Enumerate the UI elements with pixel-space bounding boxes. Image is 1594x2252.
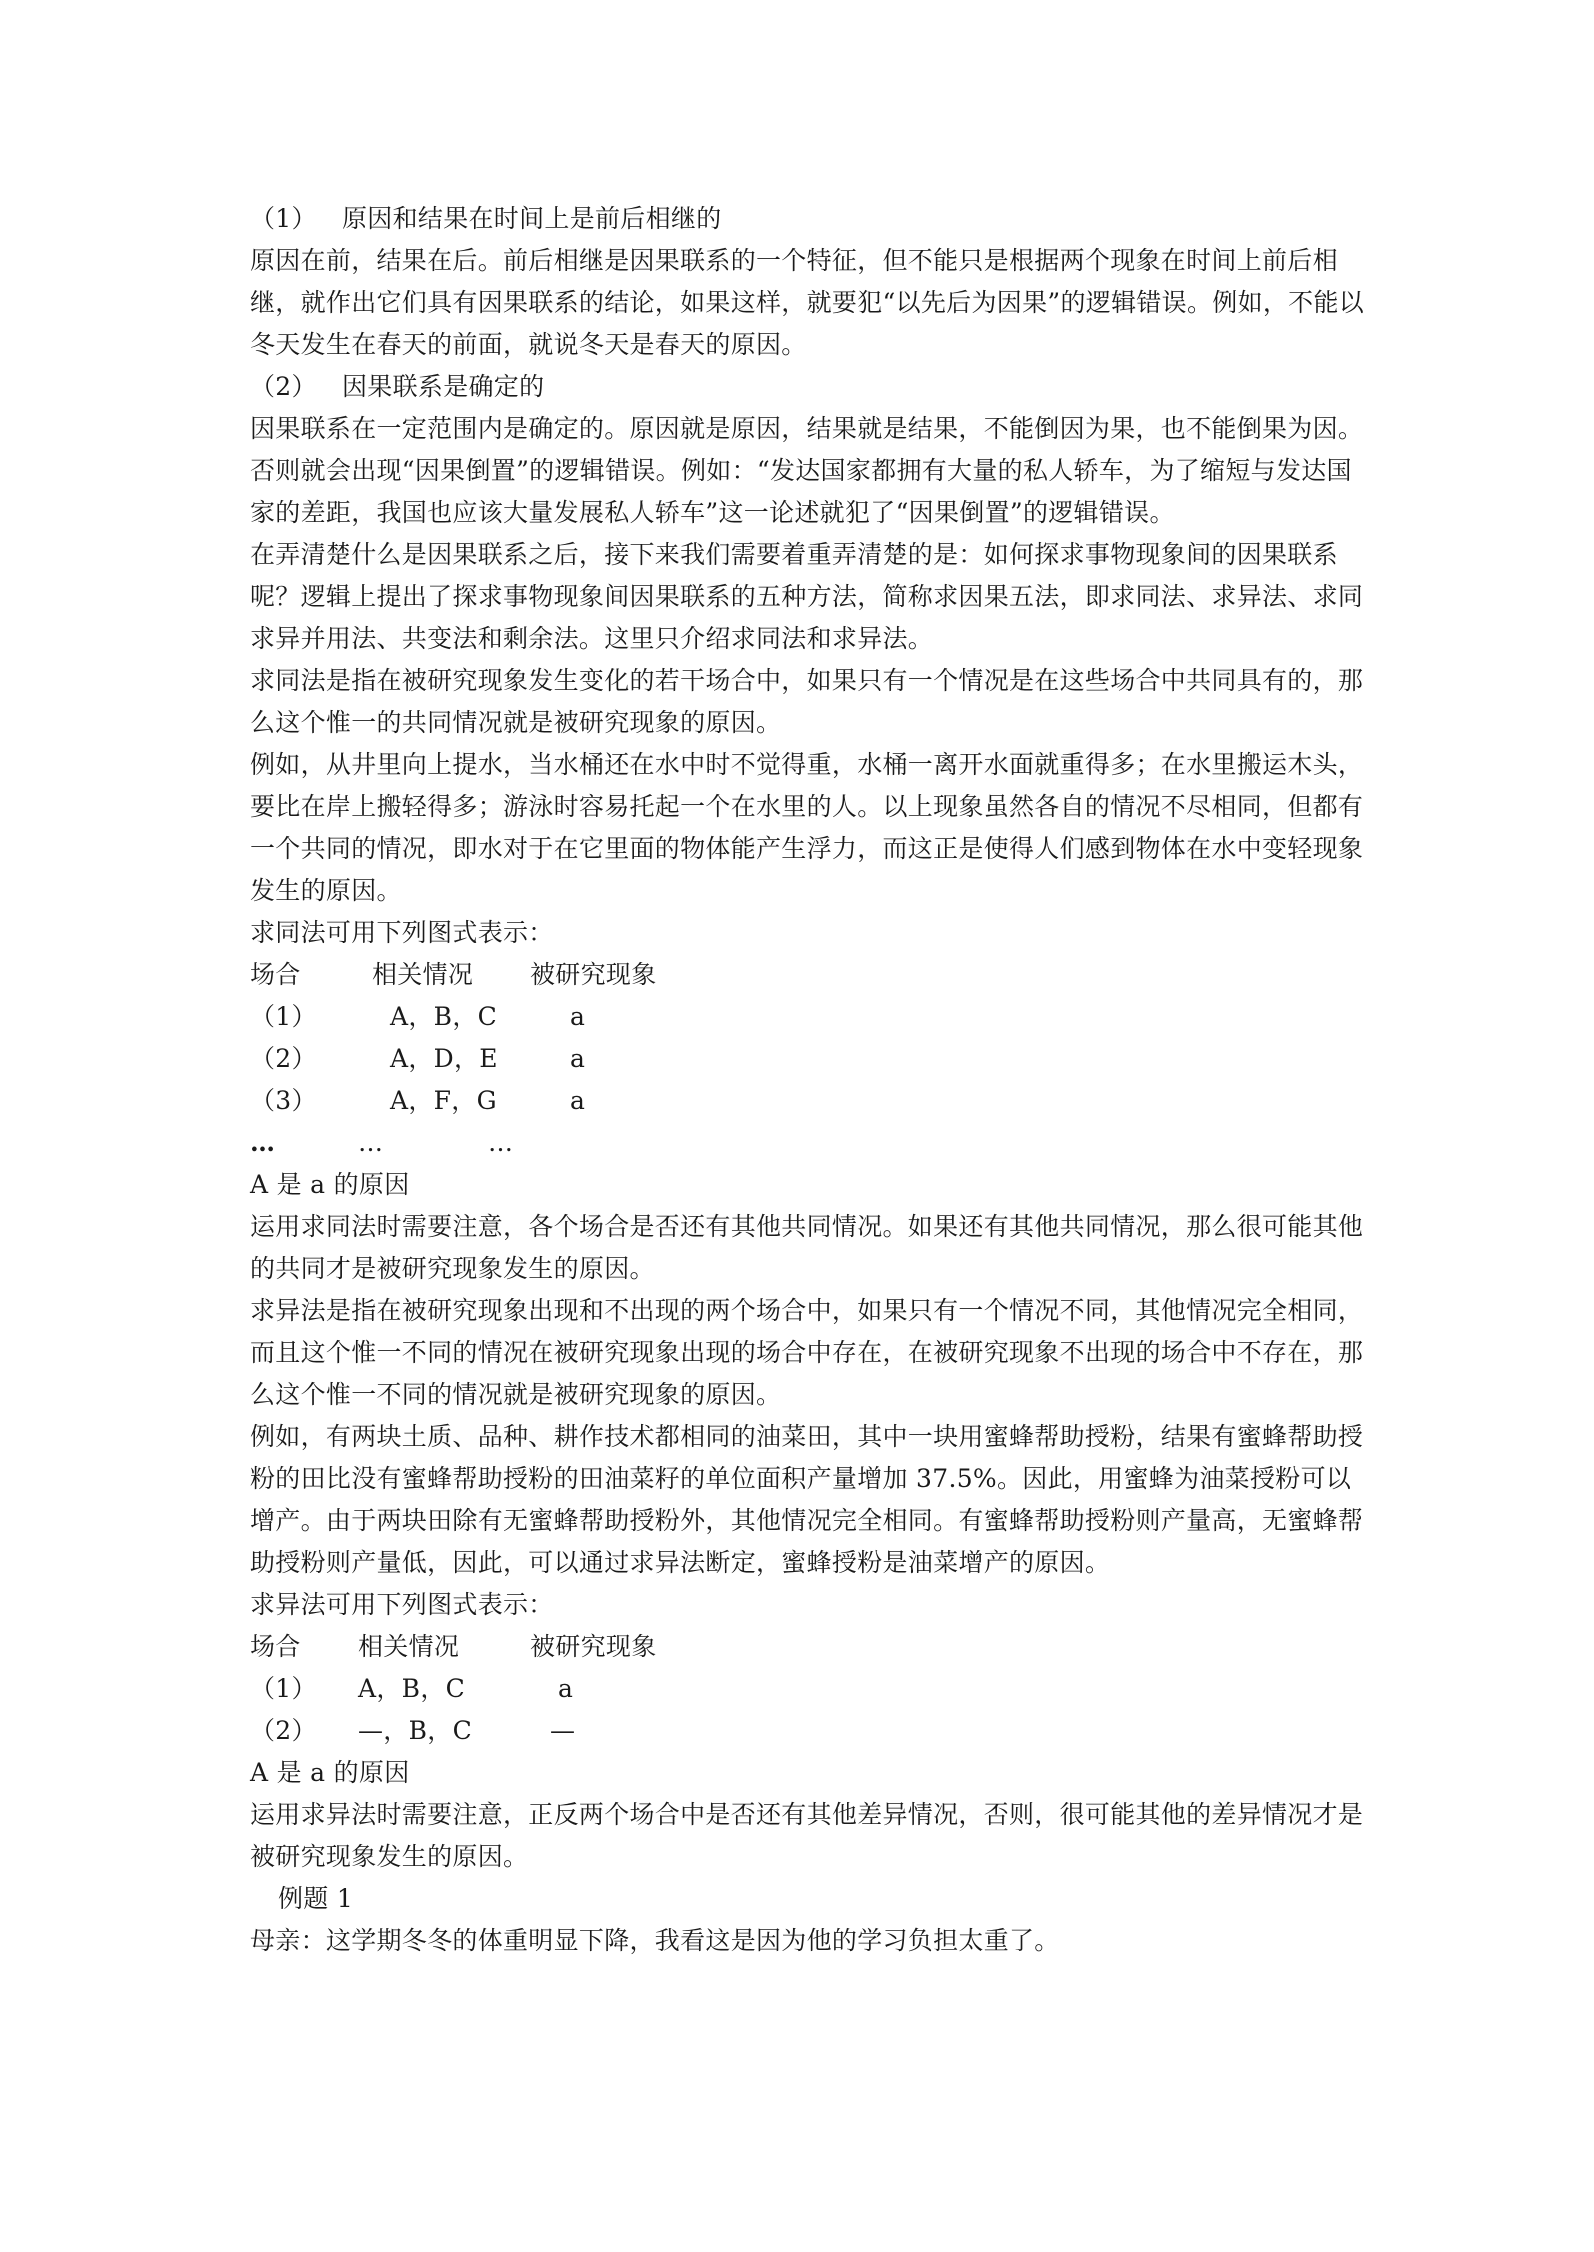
heading-text: 原因和结果在时间上是前后相继的 bbox=[342, 204, 722, 233]
agreement-method-schema bbox=[250, 954, 1365, 1164]
circumstances-cell: A，B，C bbox=[358, 1674, 466, 1703]
paragraph: 母亲：这学期冬冬的体重明显下降，我看这是因为他的学习负担太重了。 bbox=[250, 1926, 1060, 1955]
circumstances-cell: A，F，G bbox=[390, 1086, 497, 1115]
column-header-occasion: 场合 bbox=[250, 1632, 301, 1661]
paragraph: A 是 a 的原因 bbox=[250, 1170, 410, 1199]
column-header-circumstances: 相关情况 bbox=[372, 960, 474, 989]
occasion-cell: … bbox=[250, 1128, 276, 1157]
heading-2 bbox=[250, 366, 1365, 408]
column-header-circumstances: 相关情况 bbox=[358, 1632, 460, 1661]
paragraph: 例如，有两块土质、品种、耕作技术都相同的油菜田，其中一块用蜜蜂帮助授粉，结果有蜜蜂帮助授粉的田比没有蜜蜂帮助授粉的田油菜籽的单位面积产量增加 37.5%。因此，用蜜蜂为油菜授粉可以增产。由于两块田除有无蜜蜂帮助授粉外，其他情况完全相同。有蜜蜂帮助授粉则产量高，无蜜蜂帮助授粉则产量低，因此，可以通过求异法断定，蜜蜂授粉是油菜增产的原因。 bbox=[250, 1422, 1364, 1577]
phenomenon-cell: a bbox=[570, 1044, 586, 1073]
paragraph: A 是 a 的原因 bbox=[250, 1758, 410, 1787]
heading-number: （2） bbox=[250, 372, 317, 401]
phenomenon-cell: a bbox=[570, 1002, 586, 1031]
circumstances-cell: —，B，C bbox=[358, 1716, 473, 1745]
schema-row bbox=[250, 1080, 1365, 1122]
paragraph: 因果联系在一定范围内是确定的。原因就是原因，结果就是结果，不能倒因为果，也不能倒果为因。否则就会出现“因果倒置”的逻辑错误。例如：“发达国家都拥有大量的私人轿车，为了缩短与发达国家的差距，我国也应该大量发展私人轿车”这一论述就犯了“因果倒置”的逻辑错误。 bbox=[250, 414, 1364, 527]
phenomenon-cell: a bbox=[570, 1086, 586, 1115]
paragraph: 运用求异法时需要注意，正反两个场合中是否还有其他差异情况，否则，很可能其他的差异情况才是被研究现象发生的原因。 bbox=[250, 1800, 1364, 1871]
schema-row bbox=[250, 1668, 1365, 1710]
paragraph: 求同法可用下列图式表示： bbox=[250, 918, 554, 947]
paragraph: 运用求同法时需要注意，各个场合是否还有其他共同情况。如果还有其他共同情况，那么很可能其他的共同才是被研究现象发生的原因。 bbox=[250, 1212, 1364, 1283]
paragraph: 例如，从井里向上提水，当水桶还在水中时不觉得重，水桶一离开水面就重得多；在水里搬运木头，要比在岸上搬轻得多；游泳时容易托起一个在水里的人。以上现象虽然各自的情况不尽相同，但都有一个共同的情况，即水对于在它里面的物体能产生浮力，而这正是使得人们感到物体在水中变轻现象发生的原因。 bbox=[250, 750, 1364, 905]
phenomenon-cell: … bbox=[488, 1128, 514, 1157]
occasion-cell: （1） bbox=[250, 1674, 317, 1703]
document-body bbox=[250, 198, 1365, 1962]
occasion-cell: （2） bbox=[250, 1716, 317, 1745]
column-header-occasion: 场合 bbox=[250, 960, 301, 989]
circumstances-cell: … bbox=[358, 1128, 384, 1157]
schema-header-row bbox=[250, 1626, 1365, 1668]
paragraph: 原因在前，结果在后。前后相继是因果联系的一个特征，但不能只是根据两个现象在时间上前后相继，就作出它们具有因果联系的结论，如果这样，就要犯“以先后为因果”的逻辑错误。例如，不能以冬天发生在春天的前面，就说冬天是春天的原因。 bbox=[250, 246, 1365, 359]
example-title: 例题 1 bbox=[278, 1884, 354, 1913]
occasion-cell: （2） bbox=[250, 1044, 317, 1073]
difference-method-schema bbox=[250, 1626, 1365, 1752]
heading-text: 因果联系是确定的 bbox=[342, 372, 545, 401]
column-header-phenomenon: 被研究现象 bbox=[530, 1632, 657, 1661]
schema-row bbox=[250, 1122, 1365, 1164]
schema-row bbox=[250, 996, 1365, 1038]
circumstances-cell: A，B，C bbox=[390, 1002, 498, 1031]
occasion-cell: （1） bbox=[250, 1002, 317, 1031]
schema-header-row bbox=[250, 954, 1365, 996]
phenomenon-cell: — bbox=[550, 1716, 576, 1745]
paragraph: 求异法是指在被研究现象出现和不出现的两个场合中，如果只有一个情况不同，其他情况完全相同，而且这个惟一不同的情况在被研究现象出现的场合中存在，在被研究现象不出现的场合中不存在，那么这个惟一不同的情况就是被研究现象的原因。 bbox=[250, 1296, 1364, 1409]
paragraph: 求异法可用下列图式表示： bbox=[250, 1590, 554, 1619]
paragraph: 在弄清楚什么是因果联系之后，接下来我们需要着重弄清楚的是：如何探求事物现象间的因果联系呢？逻辑上提出了探求事物现象间因果联系的五种方法，简称求因果五法，即求同法、求异法、求同求异并用法、共变法和剩余法。这里只介绍求同法和求异法。 bbox=[250, 540, 1364, 653]
occasion-cell: （3） bbox=[250, 1086, 317, 1115]
schema-row bbox=[250, 1038, 1365, 1080]
paragraph: 求同法是指在被研究现象发生变化的若干场合中，如果只有一个情况是在这些场合中共同具有的，那么这个惟一的共同情况就是被研究现象的原因。 bbox=[250, 666, 1364, 737]
circumstances-cell: A，D，E bbox=[390, 1044, 498, 1073]
phenomenon-cell: a bbox=[558, 1674, 574, 1703]
schema-row bbox=[250, 1710, 1365, 1752]
column-header-phenomenon: 被研究现象 bbox=[530, 960, 657, 989]
heading-number: （1） bbox=[250, 204, 317, 233]
heading-1 bbox=[250, 198, 1365, 240]
